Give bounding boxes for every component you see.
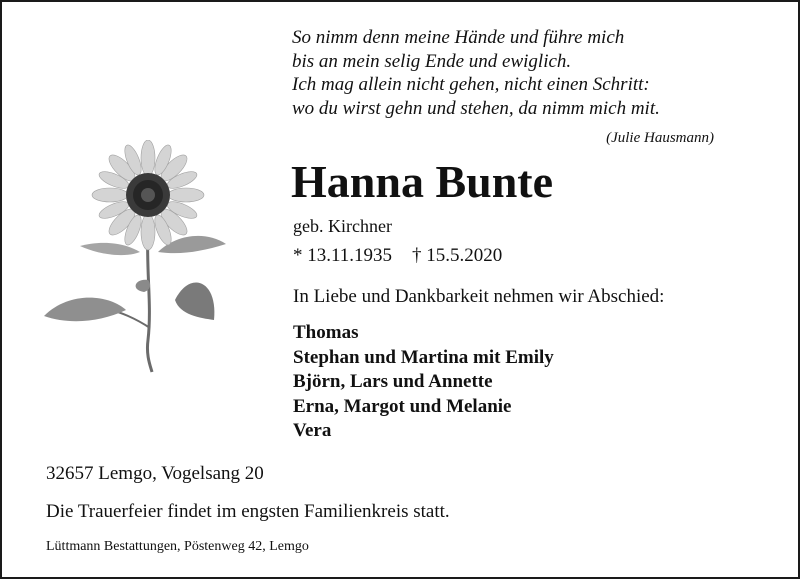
- farewell-text: In Liebe und Dankbarkeit nehmen wir Abschied:: [293, 286, 665, 307]
- family-address: 32657 Lemgo, Vogelsang 20: [46, 463, 264, 484]
- mourners-list: [293, 321, 554, 444]
- mourner-entry: Björn, Lars und Annette: [293, 371, 493, 392]
- mourner-entry: Vera: [293, 420, 332, 441]
- mourner-entry: Thomas: [293, 322, 359, 343]
- service-note: Die Trauerfeier findet im engsten Familienkreis statt.: [46, 501, 450, 522]
- poem-line: Ich mag allein nicht gehen, nicht einen Schritt:: [292, 74, 650, 95]
- mourner-entry: Stephan und Martina mit Emily: [293, 346, 554, 368]
- undertaker-info: Lüttmann Bestattungen, Pöstenweg 42, Lemgo: [46, 539, 309, 554]
- deceased-name: Hanna Bunte: [291, 156, 554, 207]
- life-dates: [293, 245, 502, 267]
- poem: [292, 26, 660, 120]
- death-date: † 15.5.2020: [412, 245, 503, 266]
- poem-line: wo du wirst gehn und stehen, da nimm mich mit.: [292, 97, 660, 119]
- poem-line: bis an mein selig Ende und ewiglich.: [292, 50, 572, 72]
- birth-date: * 13.11.1935: [293, 245, 393, 266]
- poem-line: So nimm denn meine Hände und führe mich: [292, 27, 625, 48]
- sunflower-icon: [40, 140, 240, 385]
- poem-author: (Julie Hausmann): [606, 130, 714, 146]
- maiden-name: geb. Kirchner: [293, 216, 392, 236]
- mourner-entry: Erna, Margot und Melanie: [293, 395, 512, 417]
